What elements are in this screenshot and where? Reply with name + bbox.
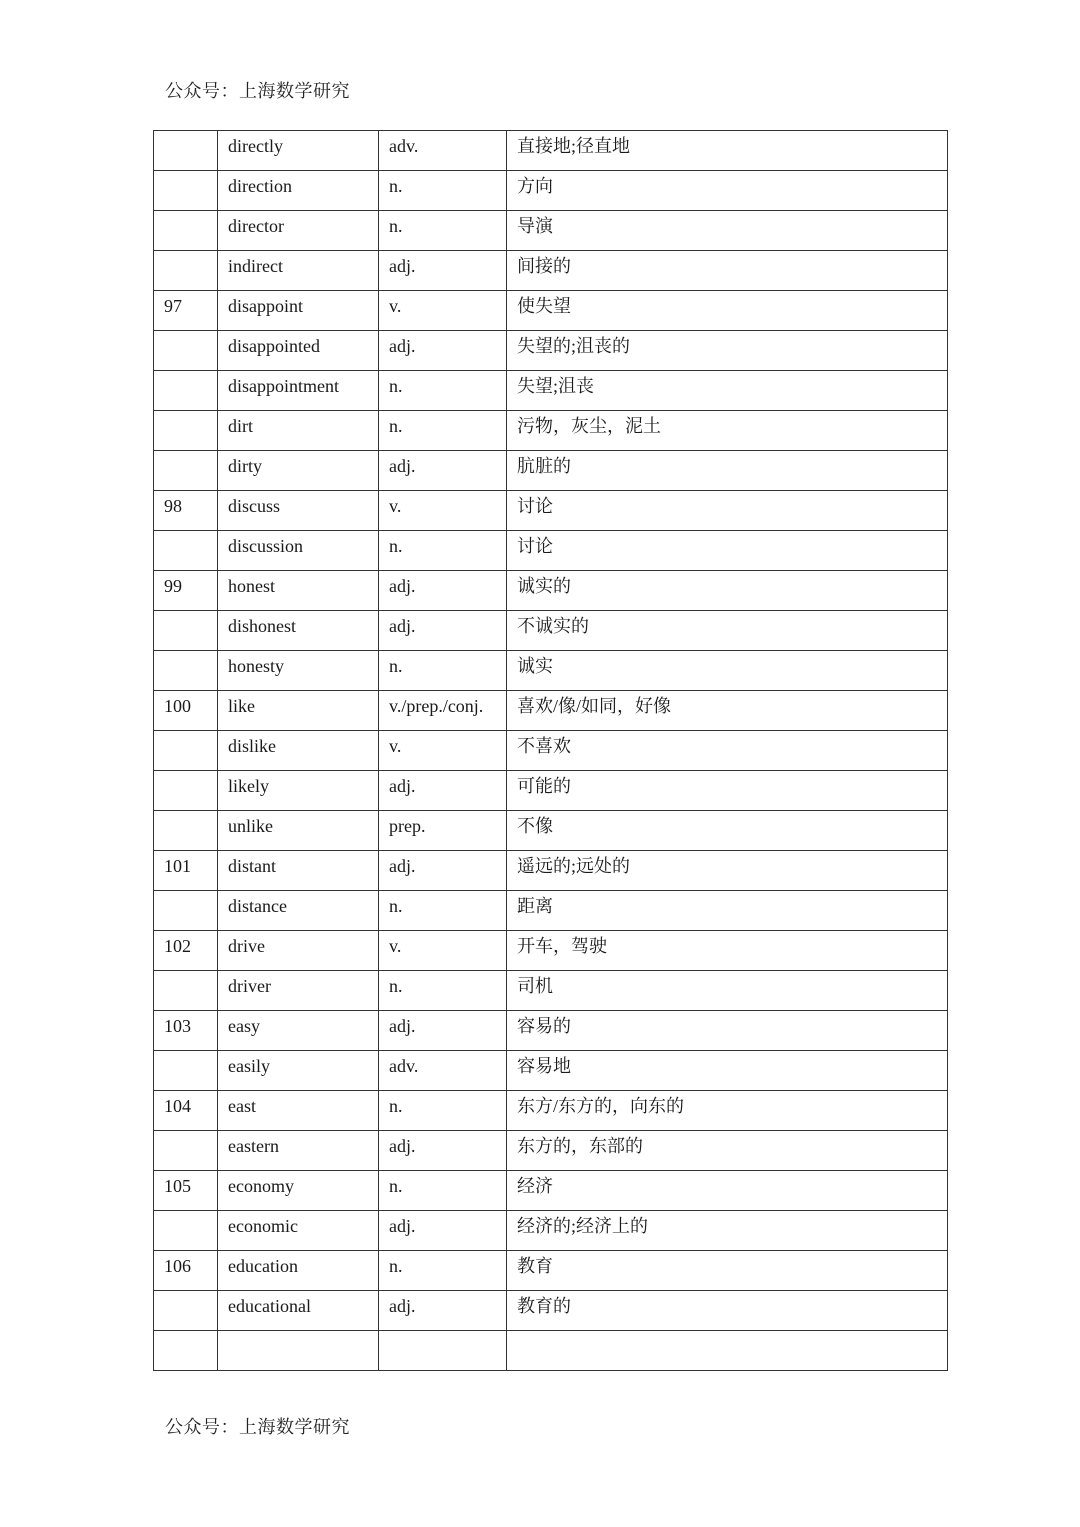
part-of-speech-cell: n. [379,171,507,211]
entry-number [154,1211,218,1251]
meaning-cell: 容易地 [507,1051,948,1091]
word-cell: education [218,1251,379,1291]
word-cell: discuss [218,491,379,531]
word-cell: economy [218,1171,379,1211]
part-of-speech-cell: adj. [379,1011,507,1051]
part-of-speech-cell: adj. [379,1131,507,1171]
word-cell: eastern [218,1131,379,1171]
word-cell: dislike [218,731,379,771]
table-row [154,771,948,811]
entry-number: 98 [154,491,218,531]
meaning-cell: 容易的 [507,1011,948,1051]
meaning-cell: 讨论 [507,491,948,531]
part-of-speech-cell: adj. [379,611,507,651]
word-cell: distant [218,851,379,891]
meaning-cell: 导演 [507,211,948,251]
entry-number: 103 [154,1011,218,1051]
meaning-cell: 教育 [507,1251,948,1291]
table-row [154,491,948,531]
part-of-speech-cell: adj. [379,771,507,811]
meaning-cell: 失望的;沮丧的 [507,331,948,371]
entry-number: 99 [154,571,218,611]
table-row [154,651,948,691]
table-row [154,1051,948,1091]
entry-number [154,171,218,211]
entry-number [154,611,218,651]
part-of-speech-cell: adj. [379,1211,507,1251]
word-cell: honesty [218,651,379,691]
page-header: 公众号：上海数学研究 [165,81,350,101]
meaning-cell: 不诚实的 [507,611,948,651]
word-cell: dirt [218,411,379,451]
meaning-cell: 司机 [507,971,948,1011]
meaning-cell: 经济 [507,1171,948,1211]
meaning-cell: 直接地;径直地 [507,131,948,171]
entry-number: 97 [154,291,218,331]
entry-number [154,1051,218,1091]
meaning-cell [507,1331,948,1371]
word-cell: dirty [218,451,379,491]
entry-number [154,731,218,771]
table-row [154,1131,948,1171]
part-of-speech-cell: n. [379,971,507,1011]
word-cell: educational [218,1291,379,1331]
table-row [154,891,948,931]
word-cell: dishonest [218,611,379,651]
entry-number [154,1331,218,1371]
part-of-speech-cell: v. [379,931,507,971]
word-cell: distance [218,891,379,931]
table-row [154,1331,948,1371]
entry-number [154,1291,218,1331]
word-cell: unlike [218,811,379,851]
table-row [154,451,948,491]
table-row [154,1211,948,1251]
meaning-cell: 肮脏的 [507,451,948,491]
part-of-speech-cell: adj. [379,251,507,291]
part-of-speech-cell: n. [379,411,507,451]
table-row [154,1091,948,1131]
entry-number [154,451,218,491]
table-row [154,131,948,171]
entry-number: 101 [154,851,218,891]
word-cell: likely [218,771,379,811]
word-cell: disappoint [218,291,379,331]
entry-number: 100 [154,691,218,731]
word-cell [218,1331,379,1371]
table-row [154,1291,948,1331]
vocabulary-table-body [154,131,948,1371]
part-of-speech-cell: adj. [379,571,507,611]
word-cell: like [218,691,379,731]
part-of-speech-cell: n. [379,1251,507,1291]
meaning-cell: 东方的，东部的 [507,1131,948,1171]
table-row [154,851,948,891]
table-row [154,211,948,251]
table-row [154,1251,948,1291]
word-cell: disappointed [218,331,379,371]
meaning-cell: 开车，驾驶 [507,931,948,971]
entry-number: 102 [154,931,218,971]
part-of-speech-cell: n. [379,1171,507,1211]
entry-number [154,1131,218,1171]
meaning-cell: 可能的 [507,771,948,811]
part-of-speech-cell: adv. [379,1051,507,1091]
meaning-cell: 距离 [507,891,948,931]
meaning-cell: 喜欢/像/如同，好像 [507,691,948,731]
word-cell: drive [218,931,379,971]
meaning-cell: 失望;沮丧 [507,371,948,411]
part-of-speech-cell: v. [379,731,507,771]
table-row [154,571,948,611]
entry-number: 104 [154,1091,218,1131]
entry-number [154,131,218,171]
part-of-speech-cell: prep. [379,811,507,851]
table-row [154,971,948,1011]
meaning-cell: 使失望 [507,291,948,331]
entry-number [154,251,218,291]
part-of-speech-cell: n. [379,371,507,411]
table-row [154,371,948,411]
part-of-speech-cell: v./prep./conj. [379,691,507,731]
word-cell: discussion [218,531,379,571]
word-cell: easy [218,1011,379,1051]
entry-number [154,891,218,931]
table-row [154,691,948,731]
table-row [154,1171,948,1211]
word-cell: east [218,1091,379,1131]
table-row [154,931,948,971]
part-of-speech-cell: n. [379,891,507,931]
meaning-cell: 污物，灰尘，泥土 [507,411,948,451]
meaning-cell: 不像 [507,811,948,851]
entry-number [154,211,218,251]
meaning-cell: 诚实 [507,651,948,691]
entry-number [154,411,218,451]
entry-number [154,971,218,1011]
table-row [154,291,948,331]
entry-number [154,531,218,571]
table-row [154,731,948,771]
table-row [154,611,948,651]
part-of-speech-cell: n. [379,531,507,571]
table-row [154,531,948,571]
entry-number [154,331,218,371]
word-cell: disappointment [218,371,379,411]
part-of-speech-cell [379,1331,507,1371]
meaning-cell: 东方/东方的，向东的 [507,1091,948,1131]
meaning-cell: 讨论 [507,531,948,571]
part-of-speech-cell: adj. [379,451,507,491]
entry-number [154,811,218,851]
word-cell: indirect [218,251,379,291]
word-cell: honest [218,571,379,611]
part-of-speech-cell: v. [379,491,507,531]
entry-number: 106 [154,1251,218,1291]
table-row [154,411,948,451]
word-cell: easily [218,1051,379,1091]
part-of-speech-cell: adj. [379,851,507,891]
meaning-cell: 教育的 [507,1291,948,1331]
word-cell: direction [218,171,379,211]
entry-number [154,371,218,411]
table-row [154,251,948,291]
entry-number [154,771,218,811]
part-of-speech-cell: adj. [379,1291,507,1331]
word-cell: directly [218,131,379,171]
part-of-speech-cell: n. [379,211,507,251]
table-row [154,1011,948,1051]
vocabulary-table [153,130,948,1371]
word-cell: driver [218,971,379,1011]
word-cell: economic [218,1211,379,1251]
meaning-cell: 不喜欢 [507,731,948,771]
entry-number: 105 [154,1171,218,1211]
part-of-speech-cell: n. [379,1091,507,1131]
table-row [154,171,948,211]
page-footer: 公众号：上海数学研究 [165,1417,350,1437]
word-cell: director [218,211,379,251]
meaning-cell: 经济的;经济上的 [507,1211,948,1251]
entry-number [154,651,218,691]
meaning-cell: 诚实的 [507,571,948,611]
part-of-speech-cell: v. [379,291,507,331]
table-row [154,811,948,851]
meaning-cell: 遥远的;远处的 [507,851,948,891]
part-of-speech-cell: adv. [379,131,507,171]
table-row [154,331,948,371]
meaning-cell: 间接的 [507,251,948,291]
part-of-speech-cell: n. [379,651,507,691]
meaning-cell: 方向 [507,171,948,211]
part-of-speech-cell: adj. [379,331,507,371]
